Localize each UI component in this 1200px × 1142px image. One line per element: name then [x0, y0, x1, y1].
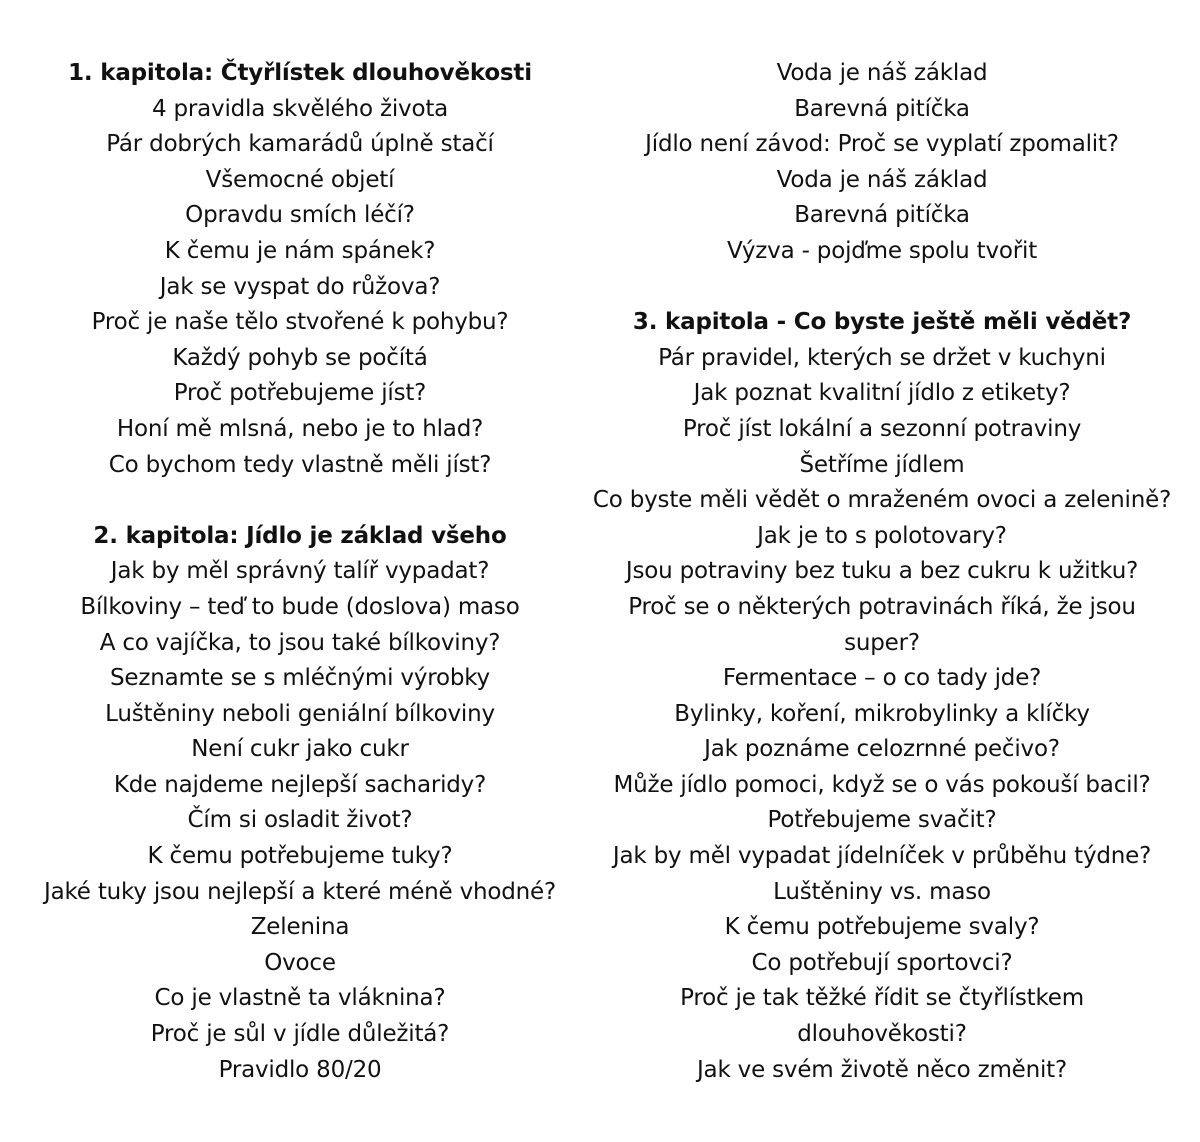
list-item: Jak se vyspat do růžova? — [159, 273, 441, 300]
section-spacer — [578, 270, 1186, 306]
list-item: Potřebujeme svačit? — [767, 807, 997, 834]
list-item: Všemocné objetí — [205, 166, 395, 193]
list-item: Honí mě mlsná, nebo je to hlad? — [116, 415, 484, 442]
list-item: Jak by měl správný talíř vypadat? — [110, 558, 490, 585]
list-item: Pravidlo 80/20 — [218, 1056, 382, 1083]
list-item: Barevná pitíčka — [794, 95, 970, 122]
list-item: Jak je to s polotovary? — [757, 522, 1007, 549]
chapter1-heading: 1. kapitola: Čtyřlístek dlouhověkosti — [68, 60, 532, 86]
list-item: Proč jíst lokální a sezonní potraviny — [682, 415, 1082, 442]
list-item: Čím si osladit život? — [187, 807, 413, 834]
list-item: Opravdu smích léčí? — [185, 202, 415, 229]
list-item: Jídlo není závod: Proč se vyplatí zpomalit? — [645, 131, 1119, 158]
list-item: Co potřebují sportovci? — [751, 949, 1013, 976]
list-item: Jak poznáme celozrnné pečivo? — [704, 736, 1060, 763]
list-item: K čemu potřebujeme svaly? — [724, 914, 1040, 941]
list-item: Zelenina — [250, 914, 350, 941]
list-item: Pár pravidel, kterých se držet v kuchyni — [658, 344, 1106, 371]
left-column — [20, 56, 580, 1088]
list-item: Jsou potraviny bez tuku a bez cukru k užitku? — [625, 558, 1139, 585]
list-item: Barevná pitíčka — [794, 202, 970, 229]
list-item: Luštěniny vs. maso — [773, 878, 991, 905]
list-item: Ovoce — [264, 949, 336, 976]
list-item: Kde najdeme nejlepší sacharidy? — [113, 771, 487, 798]
chapter3-heading: 3. kapitola - Co byste ještě měli vědět? — [632, 309, 1132, 336]
list-item: A co vajíčka, to jsou také bílkoviny? — [99, 629, 501, 656]
list-item: Fermentace – o co tady jde? — [722, 665, 1042, 692]
list-item: Jak poznat kvalitní jídlo z etikety? — [693, 380, 1071, 407]
section-spacer — [20, 483, 580, 519]
list-item: Co bychom tedy vlastně měli jíst? — [108, 451, 492, 478]
list-item: Může jídlo pomoci, když se o vás pokouší bacil? — [613, 771, 1151, 798]
list-item: K čemu potřebujeme tuky? — [147, 843, 453, 870]
list-item: Jaké tuky jsou nejlepší a které méně vhodné? — [43, 878, 557, 905]
list-item: Proč je naše tělo stvořené k pohybu? — [91, 309, 509, 336]
list-item: Každý pohyb se počítá — [172, 344, 428, 371]
list-item: Co byste měli vědět o mraženém ovoci a zelenině? — [592, 487, 1172, 514]
list-item: Jak by měl vypadat jídelníček v průběhu týdne? — [612, 843, 1152, 870]
list-item: Luštěniny neboli geniální bílkoviny — [105, 700, 495, 727]
list-item: Seznamte se s mléčnými výrobky — [110, 665, 490, 692]
list-item: Proč potřebujeme jíst? — [173, 380, 427, 407]
list-item: Voda je náš základ — [776, 166, 988, 193]
list-item: K čemu je nám spánek? — [164, 237, 436, 264]
list-item: Pár dobrých kamarádů úplně stačí — [106, 131, 494, 158]
list-item: Jak ve svém životě něco změnit? — [696, 1056, 1068, 1083]
list-item: Co je vlastně ta vláknina? — [154, 985, 446, 1012]
list-item: Bílkoviny – teď to bude (doslova) maso — [80, 593, 520, 620]
list-item: Výzva - pojďme spolu tvořit — [726, 237, 1038, 264]
list-item: Proč je sůl v jídle důležitá? — [150, 1021, 450, 1048]
list-item: Šetříme jídlem — [799, 451, 965, 478]
list-item: 4 pravidla skvělého života — [151, 95, 449, 122]
chapter2-heading: 2. kapitola: Jídlo je základ všeho — [93, 522, 507, 549]
right-column — [578, 56, 1186, 1088]
list-item: Proč se o některých potravinách říká, že jsou super? — [628, 593, 1136, 656]
list-item: Bylinky, koření, mikrobylinky a klíčky — [674, 700, 1090, 727]
list-item: Není cukr jako cukr — [191, 736, 409, 763]
list-item: Proč je tak těžké řídit se čtyřlístkem dlouhověkosti? — [680, 985, 1084, 1048]
list-item: Voda je náš základ — [776, 60, 988, 86]
